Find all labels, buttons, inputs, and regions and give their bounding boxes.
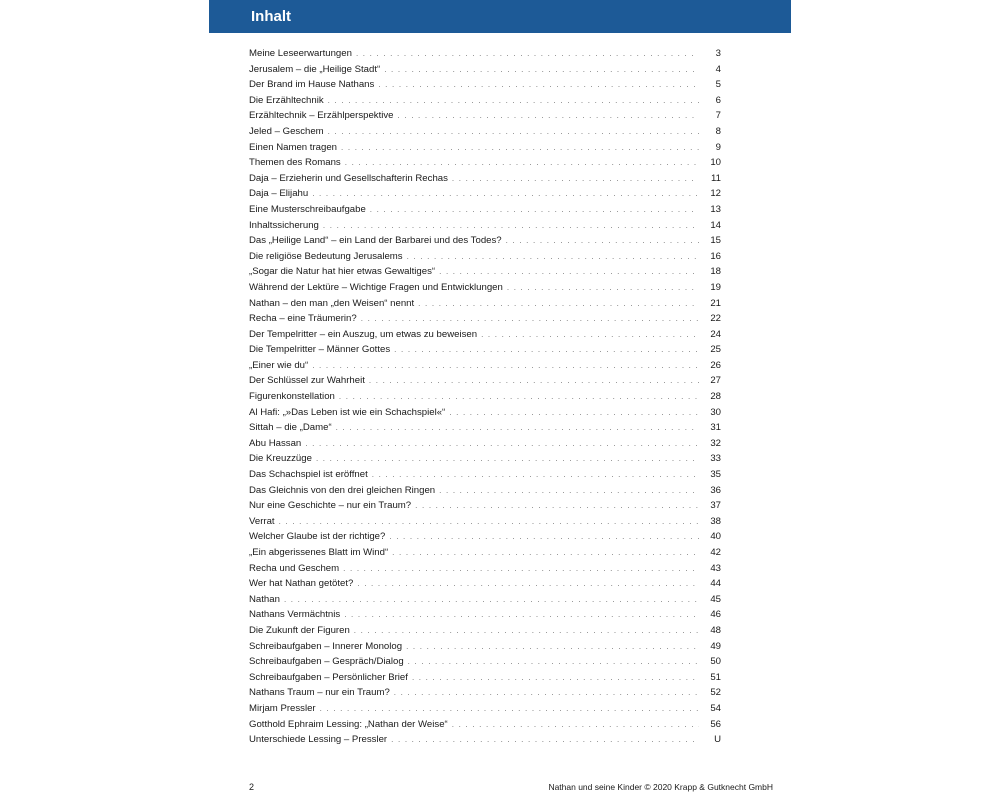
- toc-entry: [249, 576, 721, 592]
- toc-entry: [249, 264, 721, 280]
- toc-entry: [249, 108, 721, 124]
- toc-entry: [249, 592, 721, 608]
- toc-entry-title: Jeled – Geschem: [249, 125, 324, 137]
- toc-entry: [249, 529, 721, 545]
- toc-entry-page: 38: [710, 515, 721, 527]
- toc-entry-title: Al Hafi: „»Das Leben ist wie ein Schachspiel«“: [249, 406, 446, 418]
- toc-entry-page: 28: [710, 391, 721, 403]
- toc-leader-dots: [356, 46, 699, 62]
- toc-entry-page: 12: [710, 188, 721, 200]
- toc-entry-title: Verrat: [249, 515, 275, 527]
- toc-entry-title: Gotthold Ephraim Lessing: „Nathan der Weise“: [249, 718, 448, 730]
- toc-entry: [249, 514, 721, 530]
- toc-leader-dots: [394, 342, 699, 358]
- toc-entry-page: 37: [710, 500, 721, 512]
- toc-leader-dots: [323, 218, 699, 234]
- toc-leader-dots: [407, 249, 699, 265]
- toc-entry-page: 51: [710, 671, 721, 683]
- toc-entry-page: 5: [715, 79, 721, 91]
- toc-entry: [249, 93, 721, 109]
- toc-entry: [249, 436, 721, 452]
- toc-leader-dots: [398, 108, 699, 124]
- toc-leader-dots: [354, 623, 699, 639]
- toc-entry: [249, 155, 721, 171]
- header-bar: [209, 0, 791, 33]
- toc-entry-title: Die Erzähltechnik: [249, 94, 324, 106]
- toc-entry: [249, 483, 721, 499]
- toc-leader-dots: [370, 202, 699, 218]
- toc-leader-dots: [439, 483, 699, 499]
- toc-leader-dots: [341, 140, 699, 156]
- toc-entry-page: 19: [710, 281, 721, 293]
- toc-entry-title: Recha – eine Träumerin?: [249, 313, 357, 325]
- toc-entry: [249, 420, 721, 436]
- toc-entry-page: 30: [710, 406, 721, 418]
- toc-entry: [249, 373, 721, 389]
- toc-entry: [249, 342, 721, 358]
- toc-leader-dots: [305, 436, 699, 452]
- toc-leader-dots: [415, 498, 699, 514]
- toc-entry-page: 8: [715, 125, 721, 137]
- toc-leader-dots: [378, 77, 699, 93]
- page-title: Inhalt: [251, 8, 291, 25]
- toc-entry: [249, 607, 721, 623]
- toc-entry-title: Schreibaufgaben – Gespräch/Dialog: [249, 656, 404, 668]
- toc-entry: [249, 77, 721, 93]
- toc-leader-dots: [391, 732, 699, 748]
- toc-entry-title: Die Tempelritter – Männer Gottes: [249, 344, 391, 356]
- toc-entry-page: 42: [710, 547, 721, 558]
- toc-leader-dots: [284, 592, 699, 608]
- toc-entry-page: 3: [715, 48, 721, 59]
- toc-leader-dots: [312, 358, 699, 374]
- toc-leader-dots: [481, 327, 699, 343]
- toc-leader-dots: [357, 576, 699, 592]
- toc-leader-dots: [389, 529, 699, 545]
- toc-leader-dots: [412, 670, 699, 686]
- toc-entry: [249, 732, 721, 748]
- toc-leader-dots: [392, 545, 699, 561]
- toc-entry-title: „Sogar die Natur hat hier etwas Gewaltiges“: [249, 266, 436, 278]
- toc-entry: [249, 467, 721, 483]
- toc-entry-title: Das Schachspiel ist eröffnet: [249, 469, 368, 481]
- toc-entry-page: 7: [715, 110, 721, 122]
- toc-leader-dots: [394, 685, 699, 701]
- toc-entry: [249, 202, 721, 218]
- toc-entry: [249, 218, 721, 234]
- toc-entry-title: Meine Leseerwartungen: [249, 48, 352, 59]
- toc-entry-page: 45: [710, 593, 721, 605]
- toc-entry-title: Nathan – den man „den Weisen“ nennt: [249, 297, 415, 309]
- toc-entry: [249, 140, 721, 156]
- toc-entry: [249, 249, 721, 265]
- toc-entry-page: 4: [715, 63, 721, 75]
- toc-entry: [249, 358, 721, 374]
- table-of-contents: [249, 46, 721, 748]
- toc-entry-title: „Einer wie du“: [249, 359, 309, 371]
- toc-entry-title: Unterschiede Lessing – Pressler: [249, 734, 388, 746]
- toc-entry: [249, 654, 721, 670]
- toc-entry-page: 36: [710, 484, 721, 496]
- toc-entry-title: „Ein abgerissenes Blatt im Wind“: [249, 547, 389, 558]
- toc-entry: [249, 561, 721, 577]
- toc-entry: [249, 451, 721, 467]
- toc-entry: [249, 389, 721, 405]
- toc-entry-page: 9: [715, 141, 721, 153]
- toc-leader-dots: [449, 405, 699, 421]
- toc-entry-title: Die Zukunft der Figuren: [249, 624, 350, 636]
- toc-entry-title: Das Gleichnis von den drei gleichen Ringen: [249, 484, 436, 496]
- toc-entry-title: Jerusalem – die „Heilige Stadt“: [249, 63, 381, 75]
- toc-entry: [249, 717, 721, 733]
- toc-entry-title: Nur eine Geschichte – nur ein Traum?: [249, 500, 412, 512]
- toc-entry: [249, 311, 721, 327]
- toc-entry-title: Recha und Geschem: [249, 562, 340, 574]
- toc-entry-title: Die religiöse Bedeutung Jerusalems: [249, 250, 403, 262]
- toc-entry-page: 40: [710, 531, 721, 543]
- toc-entry-page: 48: [710, 624, 721, 636]
- toc-leader-dots: [361, 311, 699, 327]
- toc-entry-page: 46: [710, 609, 721, 621]
- toc-leader-dots: [372, 467, 699, 483]
- toc-entry-title: Schreibaufgaben – Innerer Monolog: [249, 640, 403, 652]
- toc-entry: [249, 545, 721, 561]
- toc-leader-dots: [452, 171, 699, 187]
- toc-leader-dots: [506, 233, 699, 249]
- toc-entry: [249, 670, 721, 686]
- toc-entry: [249, 701, 721, 717]
- toc-leader-dots: [328, 93, 699, 109]
- toc-entry-page: 35: [710, 469, 721, 481]
- toc-entry-page: 18: [710, 266, 721, 278]
- toc-entry-page: 15: [710, 235, 721, 247]
- toc-leader-dots: [339, 389, 699, 405]
- toc-leader-dots: [384, 62, 699, 78]
- toc-entry-title: Schreibaufgaben – Persönlicher Brief: [249, 671, 408, 683]
- toc-entry: [249, 639, 721, 655]
- toc-entry-page: 52: [710, 687, 721, 699]
- toc-entry-title: Erzähltechnik – Erzählperspektive: [249, 110, 394, 122]
- toc-entry-title: Themen des Romans: [249, 157, 341, 169]
- toc-leader-dots: [343, 561, 699, 577]
- toc-entry-title: Welcher Glaube ist der richtige?: [249, 531, 386, 543]
- footer-page-number: 2: [249, 782, 255, 792]
- toc-leader-dots: [369, 373, 699, 389]
- toc-entry-title: Während der Lektüre – Wichtige Fragen und Entwicklungen: [249, 281, 503, 293]
- toc-entry-page: 6: [715, 94, 721, 106]
- toc-entry-page: 56: [710, 718, 721, 730]
- toc-entry: [249, 124, 721, 140]
- toc-entry-title: Figurenkonstellation: [249, 391, 335, 403]
- toc-entry-page: 27: [710, 375, 721, 387]
- toc-leader-dots: [312, 186, 699, 202]
- toc-leader-dots: [344, 607, 699, 623]
- toc-entry: [249, 498, 721, 514]
- toc-leader-dots: [452, 717, 699, 733]
- toc-entry-page: 13: [710, 203, 721, 215]
- toc-entry-page: 49: [710, 640, 721, 652]
- toc-entry-page: 43: [710, 562, 721, 574]
- toc-leader-dots: [408, 654, 699, 670]
- toc-leader-dots: [328, 124, 699, 140]
- toc-entry-page: U: [714, 734, 721, 746]
- toc-entry: [249, 405, 721, 421]
- toc-entry-title: Wer hat Nathan getötet?: [249, 578, 354, 590]
- toc-leader-dots: [439, 264, 699, 280]
- toc-entry-title: Der Tempelritter – ein Auszug, um etwas zu beweisen: [249, 328, 478, 340]
- toc-leader-dots: [336, 420, 699, 436]
- toc-entry-page: 10: [710, 157, 721, 169]
- toc-entry: [249, 171, 721, 187]
- toc-entry-title: Der Brand im Hause Nathans: [249, 79, 375, 91]
- toc-entry: [249, 685, 721, 701]
- toc-entry-title: Mirjam Pressler: [249, 702, 316, 714]
- toc-leader-dots: [507, 280, 699, 296]
- toc-entry-page: 14: [710, 219, 721, 231]
- toc-entry: [249, 186, 721, 202]
- toc-entry-page: 16: [710, 250, 721, 262]
- toc-entry: [249, 62, 721, 78]
- toc-entry-title: Eine Musterschreibaufgabe: [249, 203, 366, 215]
- toc-entry-title: Das „Heilige Land“ – ein Land der Barbarei und des Todes?: [249, 235, 502, 247]
- toc-entry-page: 33: [710, 453, 721, 465]
- toc-entry: [249, 296, 721, 312]
- toc-entry-page: 24: [710, 328, 721, 340]
- toc-entry: [249, 327, 721, 343]
- toc-entry-page: 21: [710, 297, 721, 309]
- toc-entry-page: 50: [710, 656, 721, 668]
- toc-leader-dots: [406, 639, 699, 655]
- toc-entry-title: Abu Hassan: [249, 437, 302, 449]
- toc-entry-page: 22: [710, 313, 721, 325]
- toc-entry-page: 26: [710, 359, 721, 371]
- toc-entry: [249, 623, 721, 639]
- toc-entry: [249, 280, 721, 296]
- toc-entry-page: 25: [710, 344, 721, 356]
- toc-entry-title: Nathan: [249, 593, 280, 605]
- toc-entry-page: 44: [710, 578, 721, 590]
- toc-leader-dots: [316, 451, 699, 467]
- footer-credit: Nathan und seine Kinder © 2020 Krapp & Gutknecht GmbH: [548, 782, 773, 792]
- toc-entry-title: Nathans Traum – nur ein Traum?: [249, 687, 390, 699]
- toc-entry-title: Nathans Vermächtnis: [249, 609, 341, 621]
- toc-entry-title: Inhaltssicherung: [249, 219, 319, 231]
- toc-entry-title: Einen Namen tragen: [249, 141, 337, 153]
- toc-entry-page: 32: [710, 437, 721, 449]
- toc-entry-page: 54: [710, 702, 721, 714]
- toc-entry-page: 11: [711, 172, 721, 184]
- toc-entry-title: Der Schlüssel zur Wahrheit: [249, 375, 365, 387]
- toc-entry-title: Daja – Erzieherin und Gesellschafterin Rechas: [249, 172, 448, 184]
- toc-entry-title: Sittah – die „Dame“: [249, 422, 332, 434]
- toc-leader-dots: [345, 155, 699, 171]
- toc-entry: [249, 46, 721, 62]
- toc-leader-dots: [418, 296, 699, 312]
- toc-leader-dots: [279, 514, 699, 530]
- toc-entry: [249, 233, 721, 249]
- toc-entry-page: 31: [710, 422, 721, 434]
- toc-entry-title: Daja – Elijahu: [249, 188, 309, 200]
- toc-entry-title: Die Kreuzzüge: [249, 453, 312, 465]
- toc-leader-dots: [320, 701, 699, 717]
